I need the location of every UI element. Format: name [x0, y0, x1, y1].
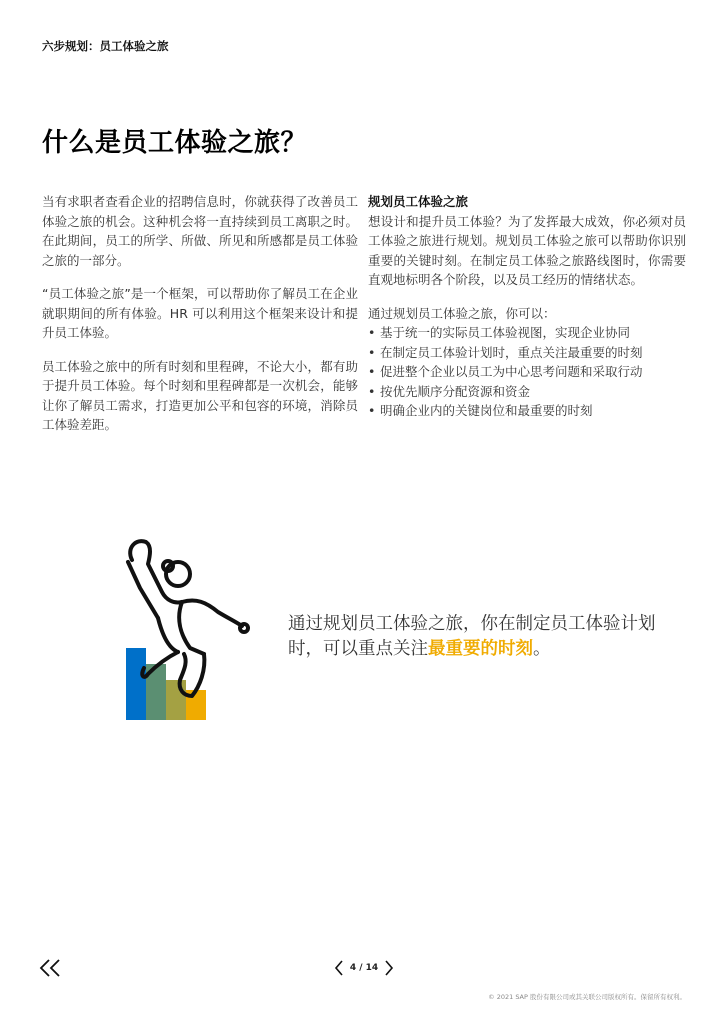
right-paragraph-1: 想设计和提升员工体验？为了发挥最大成效，你必须对员工体验之旅进行规划。规划员工体验之旅可以帮助你识别重要的关键时刻。在制定员工体验之旅路线图时，你需要直观地标明各个阶段，以及员工经历的情绪状态。 — [368, 213, 686, 287]
document-header: 六步规划：员工体验之旅 — [42, 39, 169, 53]
bullet-item: • 在制定员工体验计划时，重点关注最重要的时刻 — [368, 343, 686, 363]
next-page-icon[interactable] — [384, 959, 394, 977]
bullet-item: • 明确企业内的关键岗位和最重要的时刻 — [368, 401, 686, 421]
left-paragraph-3: 员工体验之旅中的所有时刻和里程碑，不论大小，都有助于提升员工体验。每个时刻和里程碑都是一次机会，能够让你了解员工需求，打造更加公平和包容的环境，消除员工体验差距。 — [42, 358, 358, 432]
double-chevron-left-icon[interactable] — [38, 958, 62, 978]
quote-highlight: 最重要的时刻 — [428, 639, 533, 659]
jumping-person-icon — [118, 530, 258, 730]
left-column — [42, 192, 358, 449]
bullet-item: • 按优先顺序分配资源和资金 — [368, 382, 686, 402]
left-paragraph-1: 当有求职者查看企业的招聘信息时，你就获得了改善员工体验之旅的机会。这种机会将一直持续到员工离职之时。在此期间，员工的所学、所做、所见和所感都是员工体验之旅的一部分。 — [42, 194, 358, 268]
right-column — [368, 192, 686, 421]
bullet-item: • 基于统一的实际员工体验视图，实现企业协同 — [368, 323, 686, 343]
quote-text: 通过规划员工体验之旅，你在制定员工体验计划时，可以重点关注 — [288, 614, 656, 659]
previous-page-icon[interactable] — [334, 959, 344, 977]
bar-olive — [166, 680, 186, 720]
page-navigator — [334, 958, 394, 978]
page-title: 什么是员工体验之旅？ — [42, 128, 308, 158]
section-subtitle: 规划员工体验之旅 — [368, 194, 469, 209]
left-paragraph-2: “员工体验之旅”是一个框架，可以帮助你了解员工在企业就职期间的所有体验。HR 可以利用这个框架来设计和提升员工体验。 — [42, 286, 358, 340]
quote-end: 。 — [533, 639, 551, 659]
bullet-item: • 促进整个企业以员工为中心思考问题和采取行动 — [368, 362, 686, 382]
bullet-list — [368, 323, 686, 421]
bullet-intro: 通过规划员工体验之旅，你可以： — [368, 305, 556, 321]
copyright-footer: © 2021 SAP 股份有限公司或其关联公司版权所有。保留所有权利。 — [488, 993, 686, 1001]
bar-blue — [126, 648, 146, 720]
pull-quote — [288, 612, 658, 662]
page-number: 4 / 14 — [349, 963, 379, 973]
